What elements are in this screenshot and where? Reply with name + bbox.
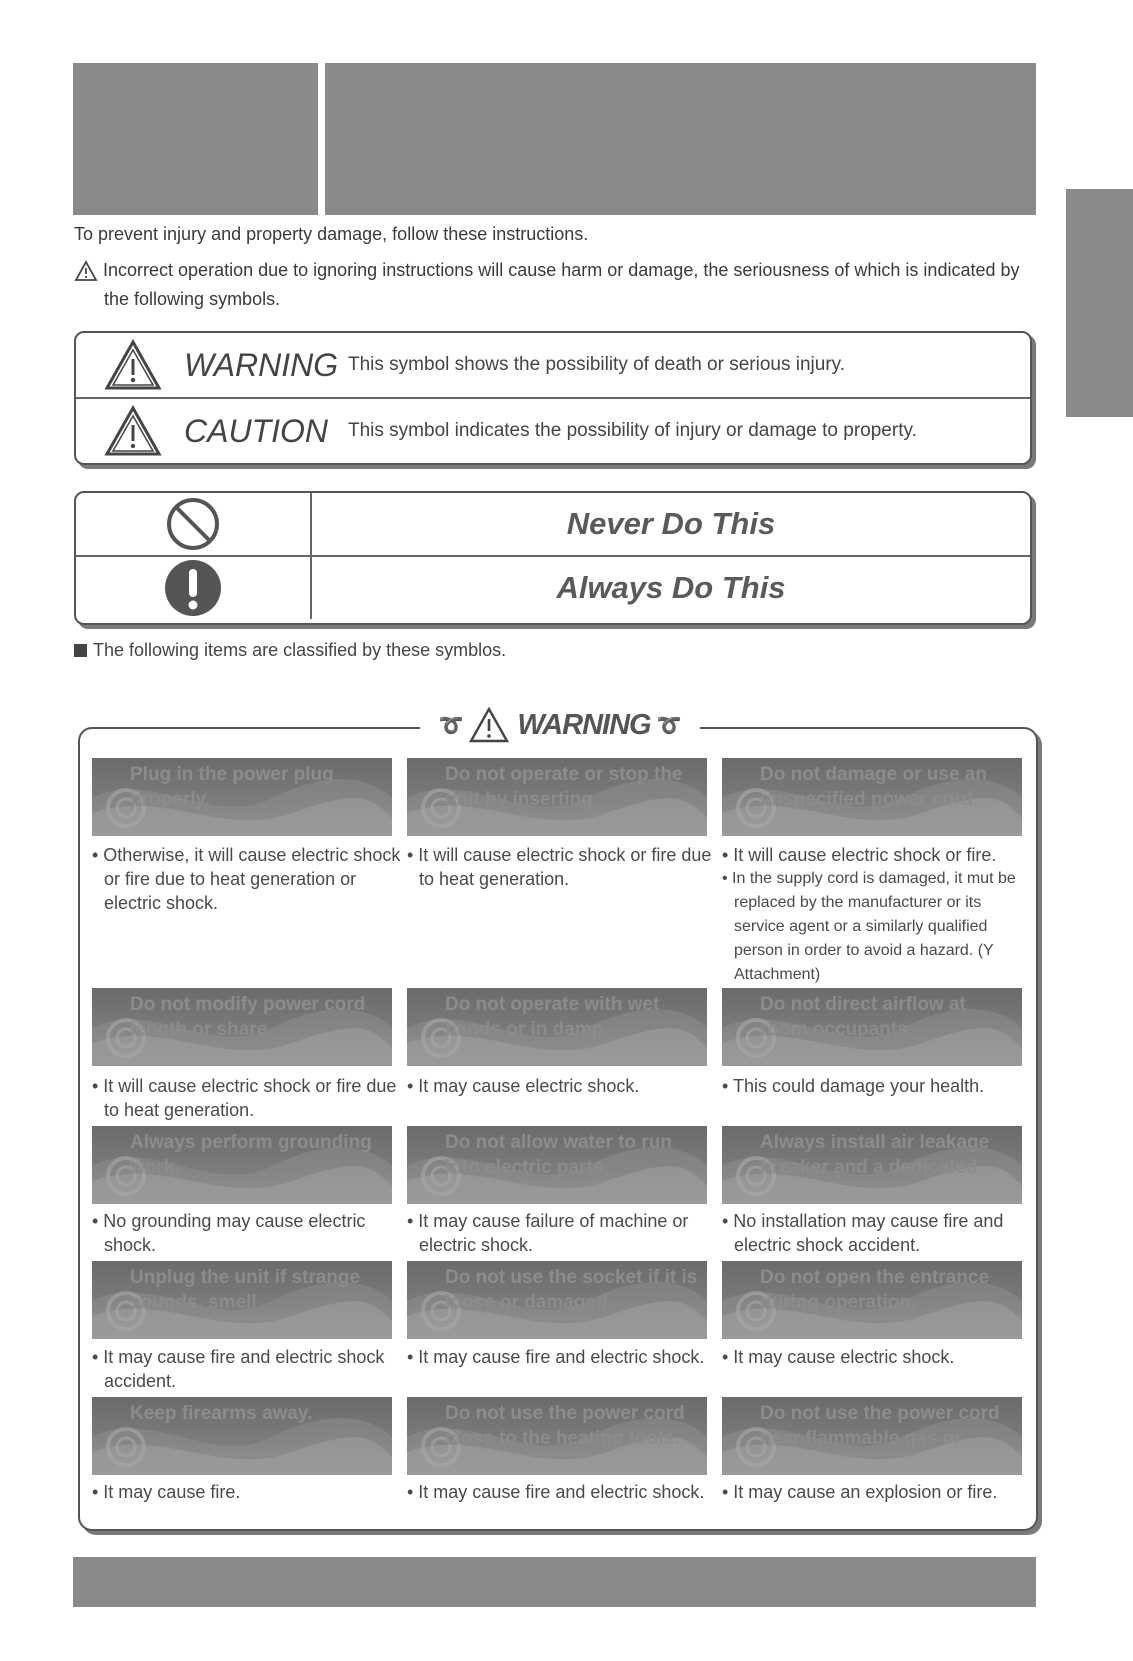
description-line: • It may cause failure of machine or electric shock. <box>407 1211 689 1255</box>
description-line: • It may cause electric shock. <box>407 1076 640 1096</box>
warning-item-title: Do not modify power cord length or share <box>130 994 366 1040</box>
always-row <box>76 557 1030 619</box>
warning-section-label: WARNING <box>517 708 651 741</box>
description-line: • In the supply cord is damaged, it mut be replaced by the manufacturer or its service agent or a similarly qualified person in order to avoid a hazard. (Y Attachment) <box>722 870 1016 983</box>
warning-item-title: Do not open the entrance during operation. <box>760 1267 990 1313</box>
warning-item-title: Always install air leakage breaker and a dedicated <box>760 1132 990 1178</box>
warning-triangle-icon <box>104 339 162 391</box>
warning-item-title: Do not use the power cord close to the heating tools. <box>445 1403 685 1449</box>
warning-item-description <box>407 843 717 891</box>
warning-item-description <box>407 1209 717 1257</box>
warning-label: WARNING <box>184 346 339 383</box>
caution-triangle-icon <box>104 405 162 457</box>
always-do-this: Always Do This <box>556 570 786 605</box>
prohibited-icon <box>165 496 221 552</box>
warning-item-title: Do not allow water to run into electric parts. <box>445 1132 672 1178</box>
do-dont-legend <box>74 491 1032 625</box>
description-line: • Otherwise, it will cause electric shock or fire due to heat generation or electric shock. <box>92 845 401 913</box>
description-line: • No grounding may cause electric shock. <box>92 1211 366 1255</box>
warning-item-title: Do not operate or stop the unit by inserting <box>445 764 683 810</box>
caution-legend-row <box>76 399 1030 463</box>
side-tab <box>1066 189 1133 417</box>
warning-item-banner <box>722 758 1022 836</box>
warning-item-description <box>722 843 1032 987</box>
intro-note <box>74 256 1024 314</box>
warning-item-description <box>92 1345 402 1393</box>
warning-description: This symbol shows the possibility of death or serious injury. <box>348 354 846 375</box>
warning-item-title: Keep firearms away. <box>130 1403 313 1424</box>
warning-item-description <box>92 1209 402 1257</box>
warning-item-title: Do not use the socket if it is loose or damaged. <box>445 1267 698 1313</box>
description-line: • It may cause an explosion or fire. <box>722 1482 998 1502</box>
intro-note-text: Incorrect operation due to ignoring instructions will cause harm or damage, the seriousness of which is indicated by the following symbols. <box>103 260 1020 309</box>
warning-item-title: Do not direct airflow at room occupants <box>760 994 966 1040</box>
warning-item-banner <box>407 1397 707 1475</box>
warning-item-banner <box>92 988 392 1066</box>
exclamation-icon <box>164 559 222 617</box>
intro-line: To prevent injury and property damage, follow these instructions. <box>74 224 589 244</box>
description-line: • It will cause electric shock or fire. <box>722 845 997 865</box>
warning-item-banner <box>92 1126 392 1204</box>
warning-item-banner <box>92 1261 392 1339</box>
warning-item-banner <box>407 758 707 836</box>
warning-item-title: Plug in the power plug properly. <box>130 764 334 810</box>
footer-bar <box>73 1557 1036 1607</box>
caution-triangle-icon <box>74 260 98 282</box>
description-line: • It may cause fire. <box>92 1482 241 1502</box>
warning-item-description <box>407 1345 717 1369</box>
description-line: • No installation may cause fire and electric shock accident. <box>722 1211 1004 1255</box>
symbol-legend <box>74 331 1032 465</box>
never-do-this: Never Do This <box>566 506 776 541</box>
caution-label: CAUTION <box>184 412 328 449</box>
warning-item-banner <box>92 1397 392 1475</box>
header-block-right <box>325 63 1036 215</box>
warning-item-description <box>722 1074 1032 1098</box>
warning-item-title: Do not damage or use an unspecified power cord. <box>760 764 987 810</box>
warning-item-banner <box>722 1126 1022 1204</box>
description-line: • It may cause fire and electric shock. <box>407 1347 705 1367</box>
warning-item-description <box>92 1074 402 1122</box>
warning-item-title: Always perform grounding work. <box>130 1132 372 1178</box>
warning-item-description <box>407 1480 717 1504</box>
warning-item-banner <box>92 758 392 836</box>
warning-item-title: Do not operate with wet hands or in damp <box>445 994 660 1040</box>
classified-note <box>74 640 506 661</box>
caution-description: This symbol indicates the possibility of injury or damage to property. <box>348 420 917 441</box>
description-line: • It may cause fire and electric shock accident. <box>92 1347 385 1391</box>
description-line: • It may cause fire and electric shock. <box>407 1482 705 1502</box>
warning-item-title: Do not use the power cord near flammable gas or <box>760 1403 1000 1449</box>
classified-note-text: The following items are classified by these symblos. <box>93 640 507 660</box>
warning-item-banner <box>722 1397 1022 1475</box>
warning-triangle-icon <box>469 707 509 743</box>
warning-item-banner <box>407 1261 707 1339</box>
description-line: • It may cause electric shock. <box>722 1347 955 1367</box>
warning-section-title <box>420 700 700 750</box>
description-line: • This could damage your health. <box>722 1076 985 1096</box>
ornament-right-icon: ➰ <box>656 714 682 737</box>
warning-item-banner <box>407 1126 707 1204</box>
header-block-left <box>73 63 318 215</box>
warning-item-banner <box>722 988 1022 1066</box>
warning-item-banner <box>407 988 707 1066</box>
warning-item-title: Unplug the unit if strange sounds, smell <box>130 1267 361 1313</box>
warning-item-description <box>92 843 402 915</box>
warning-item-description <box>722 1345 1032 1369</box>
square-bullet-icon <box>74 644 87 657</box>
warning-item-description <box>722 1209 1032 1257</box>
never-row <box>76 493 1030 557</box>
ornament-left-icon: ➰ <box>438 714 464 737</box>
description-line: • It will cause electric shock or fire due to heat generation. <box>92 1076 397 1120</box>
warning-item-description <box>407 1074 717 1098</box>
description-line: • It will cause electric shock or fire due to heat generation. <box>407 845 712 889</box>
warning-legend-row <box>76 333 1030 399</box>
warning-item-description <box>722 1480 1032 1504</box>
warning-item-banner <box>722 1261 1022 1339</box>
warning-item-description <box>92 1480 402 1504</box>
